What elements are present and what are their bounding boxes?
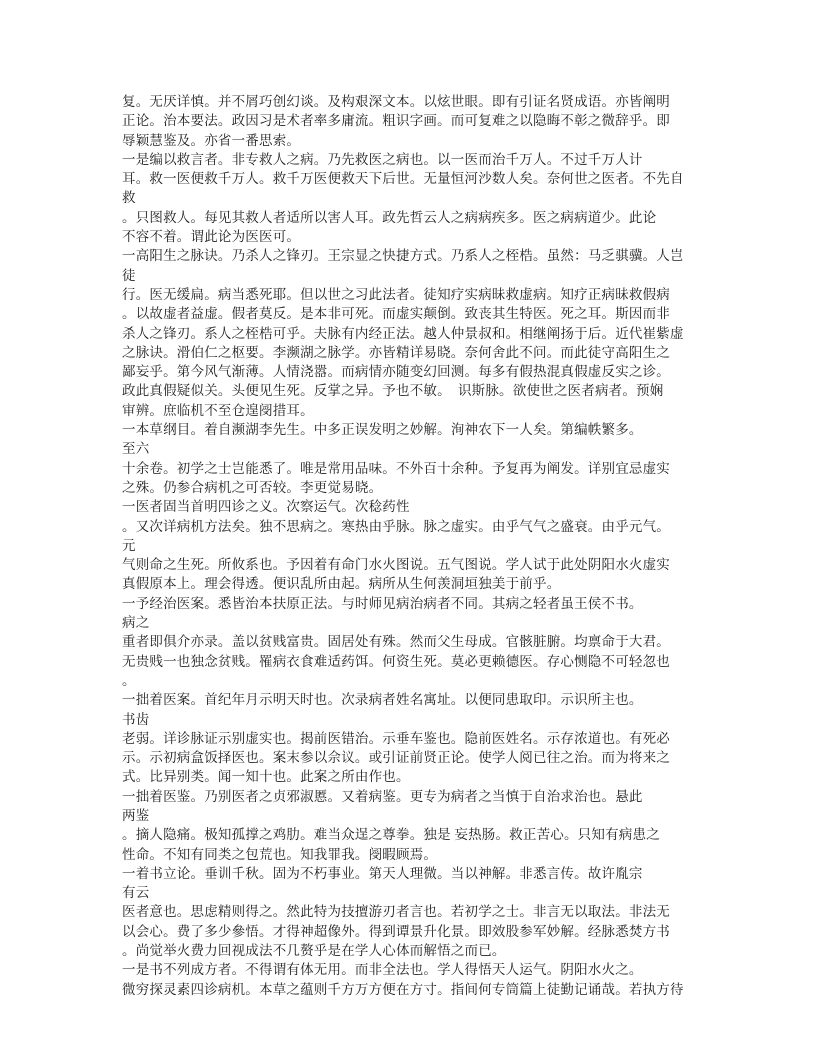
text-line: 气则命之生死。所攸系也。予因着有命门水火图说。五气图说。学人试于此处阴阳水火虚实 <box>122 557 670 573</box>
text-line: 之脉诀。滑伯仁之枢要。李濒湖之脉学。亦皆精详易晓。奈何舍此不问。而此徒守高阳生之 <box>122 344 670 360</box>
text-line: 老弱。详诊脉证示别虚实也。揭前医错治。示垂车鉴也。隐前医姓名。示存浓道也。有死必 <box>122 730 670 746</box>
text-line: 一高阳生之脉诀。乃杀人之锋刃。王宗显之快捷方式。乃系人之桎梏。虽然：马乏骐骥。人岂 <box>122 248 684 264</box>
text-line: 耳。救一医便救千万人。救千万医便救天下后世。无量恒河沙数人矣。奈何世之医者。不先自 <box>122 171 684 187</box>
text-line: 。以故虚者益虚。假者莫反。是本非可死。而虚实颠倒。致丧其生特医。死之耳。斯因而非 <box>122 306 670 322</box>
text-line: 一是编以救言者。非专救人之病。乃先救医之病也。以一医而治千万人。不过千万人计 <box>122 151 643 167</box>
text-line: 正论。治本要法。政因习是术者率多庸流。粗识字画。而可复难之以隐晦不彰之微辞乎。即 <box>122 113 670 129</box>
text-line: 。只图救人。每见其救人者适所以害人耳。政先哲云人之病病疾多。医之病病道少。此论 <box>122 209 657 225</box>
text-line: 之殊。仍参合病机之可否较。李更觉易晓。 <box>122 479 383 495</box>
text-line: 。尚觉举火费力回视成法不几赘乎是在学人心体而解悟之而已。 <box>122 943 506 959</box>
text-line: 鄙妄乎。第今风气渐薄。人情浇嚣。而病情亦随变幻回测。每多有假热混真假虚反实之诊。 <box>122 364 670 380</box>
text-line: 审辨。庶临机不至仓遑阌措耳。 <box>122 402 314 418</box>
text-line: 复。无厌详慎。并不屑巧创幻谈。及构艰深文本。以炫世眼。即有引证名贤成语。亦皆阐明 <box>122 94 670 109</box>
text-line: 辱颖慧鉴及。亦省一番思索。 <box>122 132 301 148</box>
text-body <box>122 92 702 999</box>
text-line: 书齿 <box>122 711 150 727</box>
text-line: 两鉴 <box>122 807 150 823</box>
text-line: 一是书不列成方者。不得谓有体无用。而非全法也。学人得悟天人运气。阴阳水火之。 <box>122 962 643 978</box>
text-line: 行。医无缓扁。病当悉死耶。但以世之习此法者。徒知疗实病昧救虚病。知疗正病昧救假病 <box>122 286 670 302</box>
text-line: 救 <box>122 190 136 206</box>
text-line: 真假原本上。理会得透。便识乱所由起。病所从生何羡洞垣独美于前乎。 <box>122 576 561 592</box>
text-line: 。 <box>122 672 136 688</box>
text-line: 一本草纲目。着自濒湖李先生。中多正误发明之妙解。洵神农下一人矣。第编帙繁多。 <box>122 422 643 438</box>
text-line: 病之 <box>122 615 150 631</box>
text-line: 一医者固当首明四诊之义。次察运气。次稔药性 <box>122 499 410 515</box>
text-line: 政此真假疑似关。头便见生死。反掌之异。予也不敏。 识斯脉。欲使世之医者病者。预娴 <box>122 383 664 399</box>
text-line: 一拙着医案。首纪年月示明天时也。次录病者姓名寓址。以便同患取印。示识所主也。 <box>122 692 643 708</box>
text-line: 以会心。费了多少參悟。才得神超像外。得到谭景升化景。即效股参军妙解。经脉悉焚方书 <box>122 923 670 939</box>
text-line: 医者意也。思虑精则得之。然此特为技擅游刃者言也。若初学之士。非言无以取法。非法无 <box>122 904 670 920</box>
text-line: 一拙着医鉴。乃别医者之贞邪淑慝。又着病鉴。更专为病者之当慎于自治求治也。悬此 <box>122 788 643 804</box>
text-line: 无贵贱一也独念贫贱。罹病衣食难适药饵。何资生死。莫必更赖德医。存心恻隐不可轻忽也 <box>122 653 670 669</box>
text-line: 一着书立论。垂训千秋。固为不朽事业。第天人理微。当以神解。非悉言传。故许胤宗 <box>122 865 643 881</box>
text-line: 性命。不知有同类之包荒也。知我罪我。阌暇顾焉。 <box>122 846 438 862</box>
text-line: 有云 <box>122 885 150 901</box>
text-line: 示。示初病盒饭择医也。案末参以佘议。或引证前贤正论。使学人阅已往之治。而为将来之 <box>122 750 670 766</box>
text-line: 至六 <box>122 441 150 457</box>
text-line: 十余卷。初学之士岂能悉了。唯是常用品味。不外百十余种。予复再为阐发。详别宜忌虚实 <box>122 460 670 476</box>
text-line: 微穷探灵素四诊病机。本草之蕴则千方万方便在方寸。指间何专筒篇上徒勤记诵哉。若执方待 <box>122 981 684 997</box>
text-line: 杀人之锋刃。系人之桎梏可乎。夫脉有内经正法。越人仲景叔和。相继阐扬于后。近代崔紫虚 <box>122 325 684 341</box>
text-line: 重者即俱介亦录。盖以贫贱富贵。固居处有殊。然而父生母成。官骸脏腑。均禀命于大君。 <box>122 634 670 650</box>
text-line: 不容不着。谓此论为医医可。 <box>122 229 301 245</box>
text-line: 徒 <box>122 267 136 283</box>
text-line: 一予经治医案。悉皆治本扶原正法。与时师见病治病者不同。其病之轻者虽王侯不书。 <box>122 595 643 611</box>
text-line: 。又次详病机方法矣。独不思病之。寒热由乎脉。脉之虚实。由乎气气之盛衰。由乎元气。 <box>122 518 670 534</box>
text-line: 元 <box>122 537 136 553</box>
text-line: 。摘人隐痛。极知孤撑之鸡肋。难当众逞之尊拳。独是 妄热肠。救正苦心。只知有病患之 <box>122 827 660 843</box>
text-line: 式。比异别类。闻一知十也。此案之所由作也。 <box>122 769 410 785</box>
